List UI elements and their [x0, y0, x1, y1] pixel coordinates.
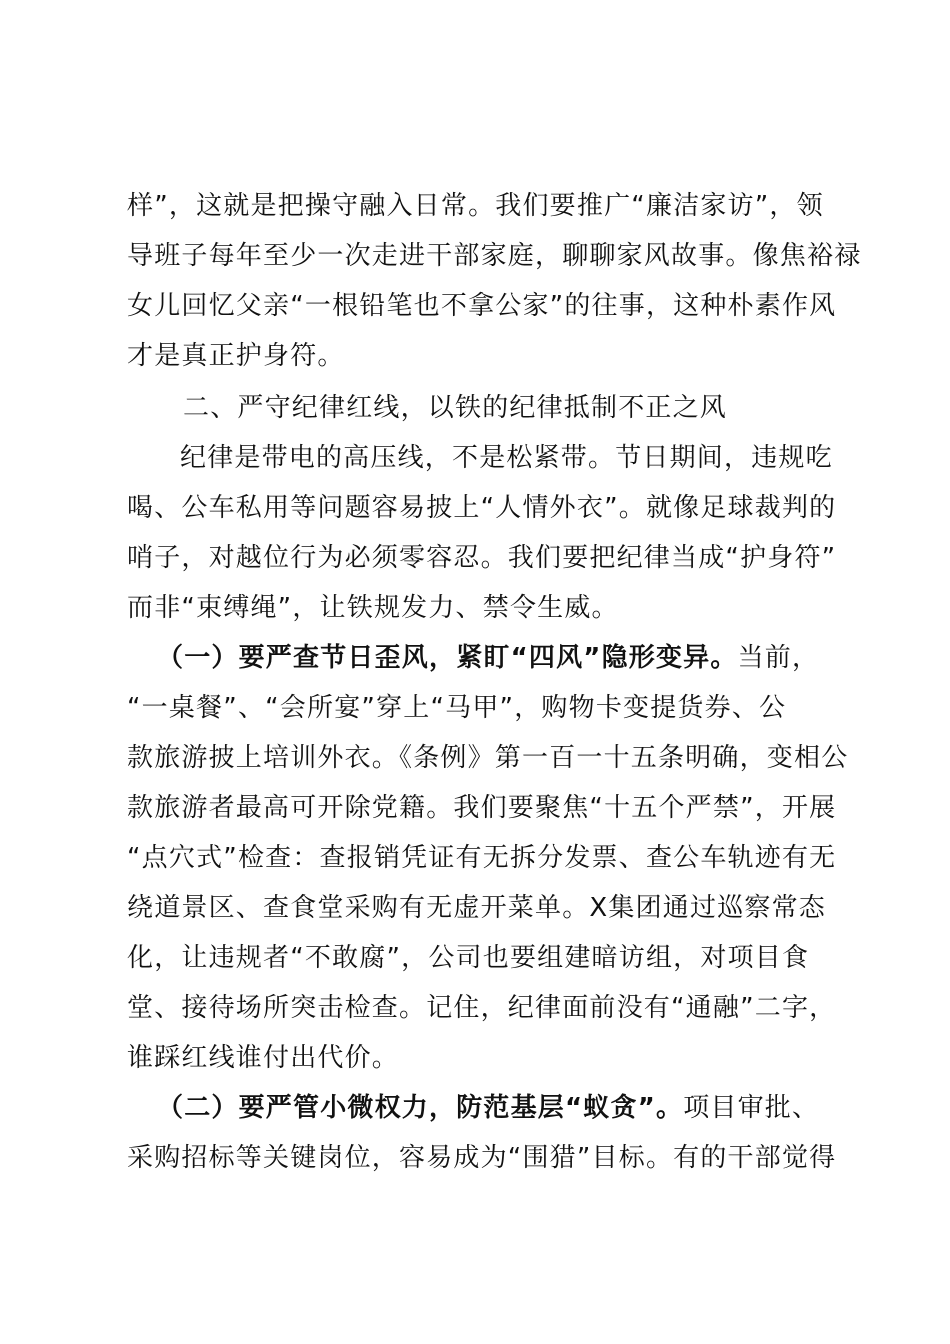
text-line: 款旅游披上培训外衣。《条例》第一百一十五条明确，变相公 — [127, 743, 849, 773]
document-page — [127, 181, 862, 1183]
text-line: 纪律是带电的高压线，不是松紧带。节日期间，违规吃 — [180, 443, 833, 473]
paragraph-discipline — [127, 433, 837, 633]
subsection-four-winds — [127, 633, 849, 1083]
text-line: 堂、接待场所突击检查。记住，纪律面前没有“通融”二字， — [127, 993, 837, 1023]
text-line: 样”，这就是把操守融入日常。我们要推广“廉洁家访”，领 — [127, 191, 824, 221]
text-span: 当前， — [737, 643, 820, 673]
subsection-title: （二）要严管小微权力，防范基层“蚁贪”。 — [157, 1093, 684, 1123]
text-line: 女儿回忆父亲“一根铅笔也不拿公家”的往事，这种朴素作风 — [127, 291, 837, 321]
text-line: “点穴式”检查：查报销凭证有无拆分发票、查公车轨迹有无 — [127, 843, 837, 873]
subsection-petty-power — [127, 1083, 837, 1183]
section-heading: 二、严守纪律红线，以铁的纪律抵制不正之风 — [183, 393, 728, 423]
subsection-title: （一）要严查节日歪风，紧盯“四风”隐形变异。 — [157, 643, 738, 673]
text-line: 款旅游者最高可开除党籍。我们要聚焦“十五个严禁”，开展 — [127, 793, 837, 823]
text-line — [127, 1083, 831, 1133]
paragraph-family-visit — [127, 181, 862, 381]
text-line: 采购招标等关键岗位，容易成为“围猎”目标。有的干部觉得 — [127, 1143, 837, 1173]
text-line: 导班子每年至少一次走进干部家庭，聊聊家风故事。像焦裕禄 — [127, 241, 862, 271]
text-line: 绕道景区、查食堂采购有无虚开菜单。X集团通过巡察常态 — [127, 893, 827, 923]
text-line — [127, 633, 831, 683]
text-line: 才是真正护身符。 — [127, 341, 345, 371]
text-line: “一桌餐”、“会所宴”穿上“马甲”，购物卡变提货券、公 — [127, 693, 787, 723]
text-line: 谁踩红线谁付出代价。 — [127, 1043, 400, 1073]
text-line: 化，让违规者“不敢腐”，公司也要组建暗访组，对项目食 — [127, 943, 810, 973]
text-line: 喝、公车私用等问题容易披上“人情外衣”。就像足球裁判的 — [127, 493, 837, 523]
text-line: 而非“束缚绳”，让铁规发力、禁令生威。 — [127, 593, 619, 623]
text-line: 哨子，对越位行为必须零容忍。我们要把纪律当成“护身符” — [127, 543, 837, 573]
text-span: 项目审批、 — [683, 1093, 820, 1123]
